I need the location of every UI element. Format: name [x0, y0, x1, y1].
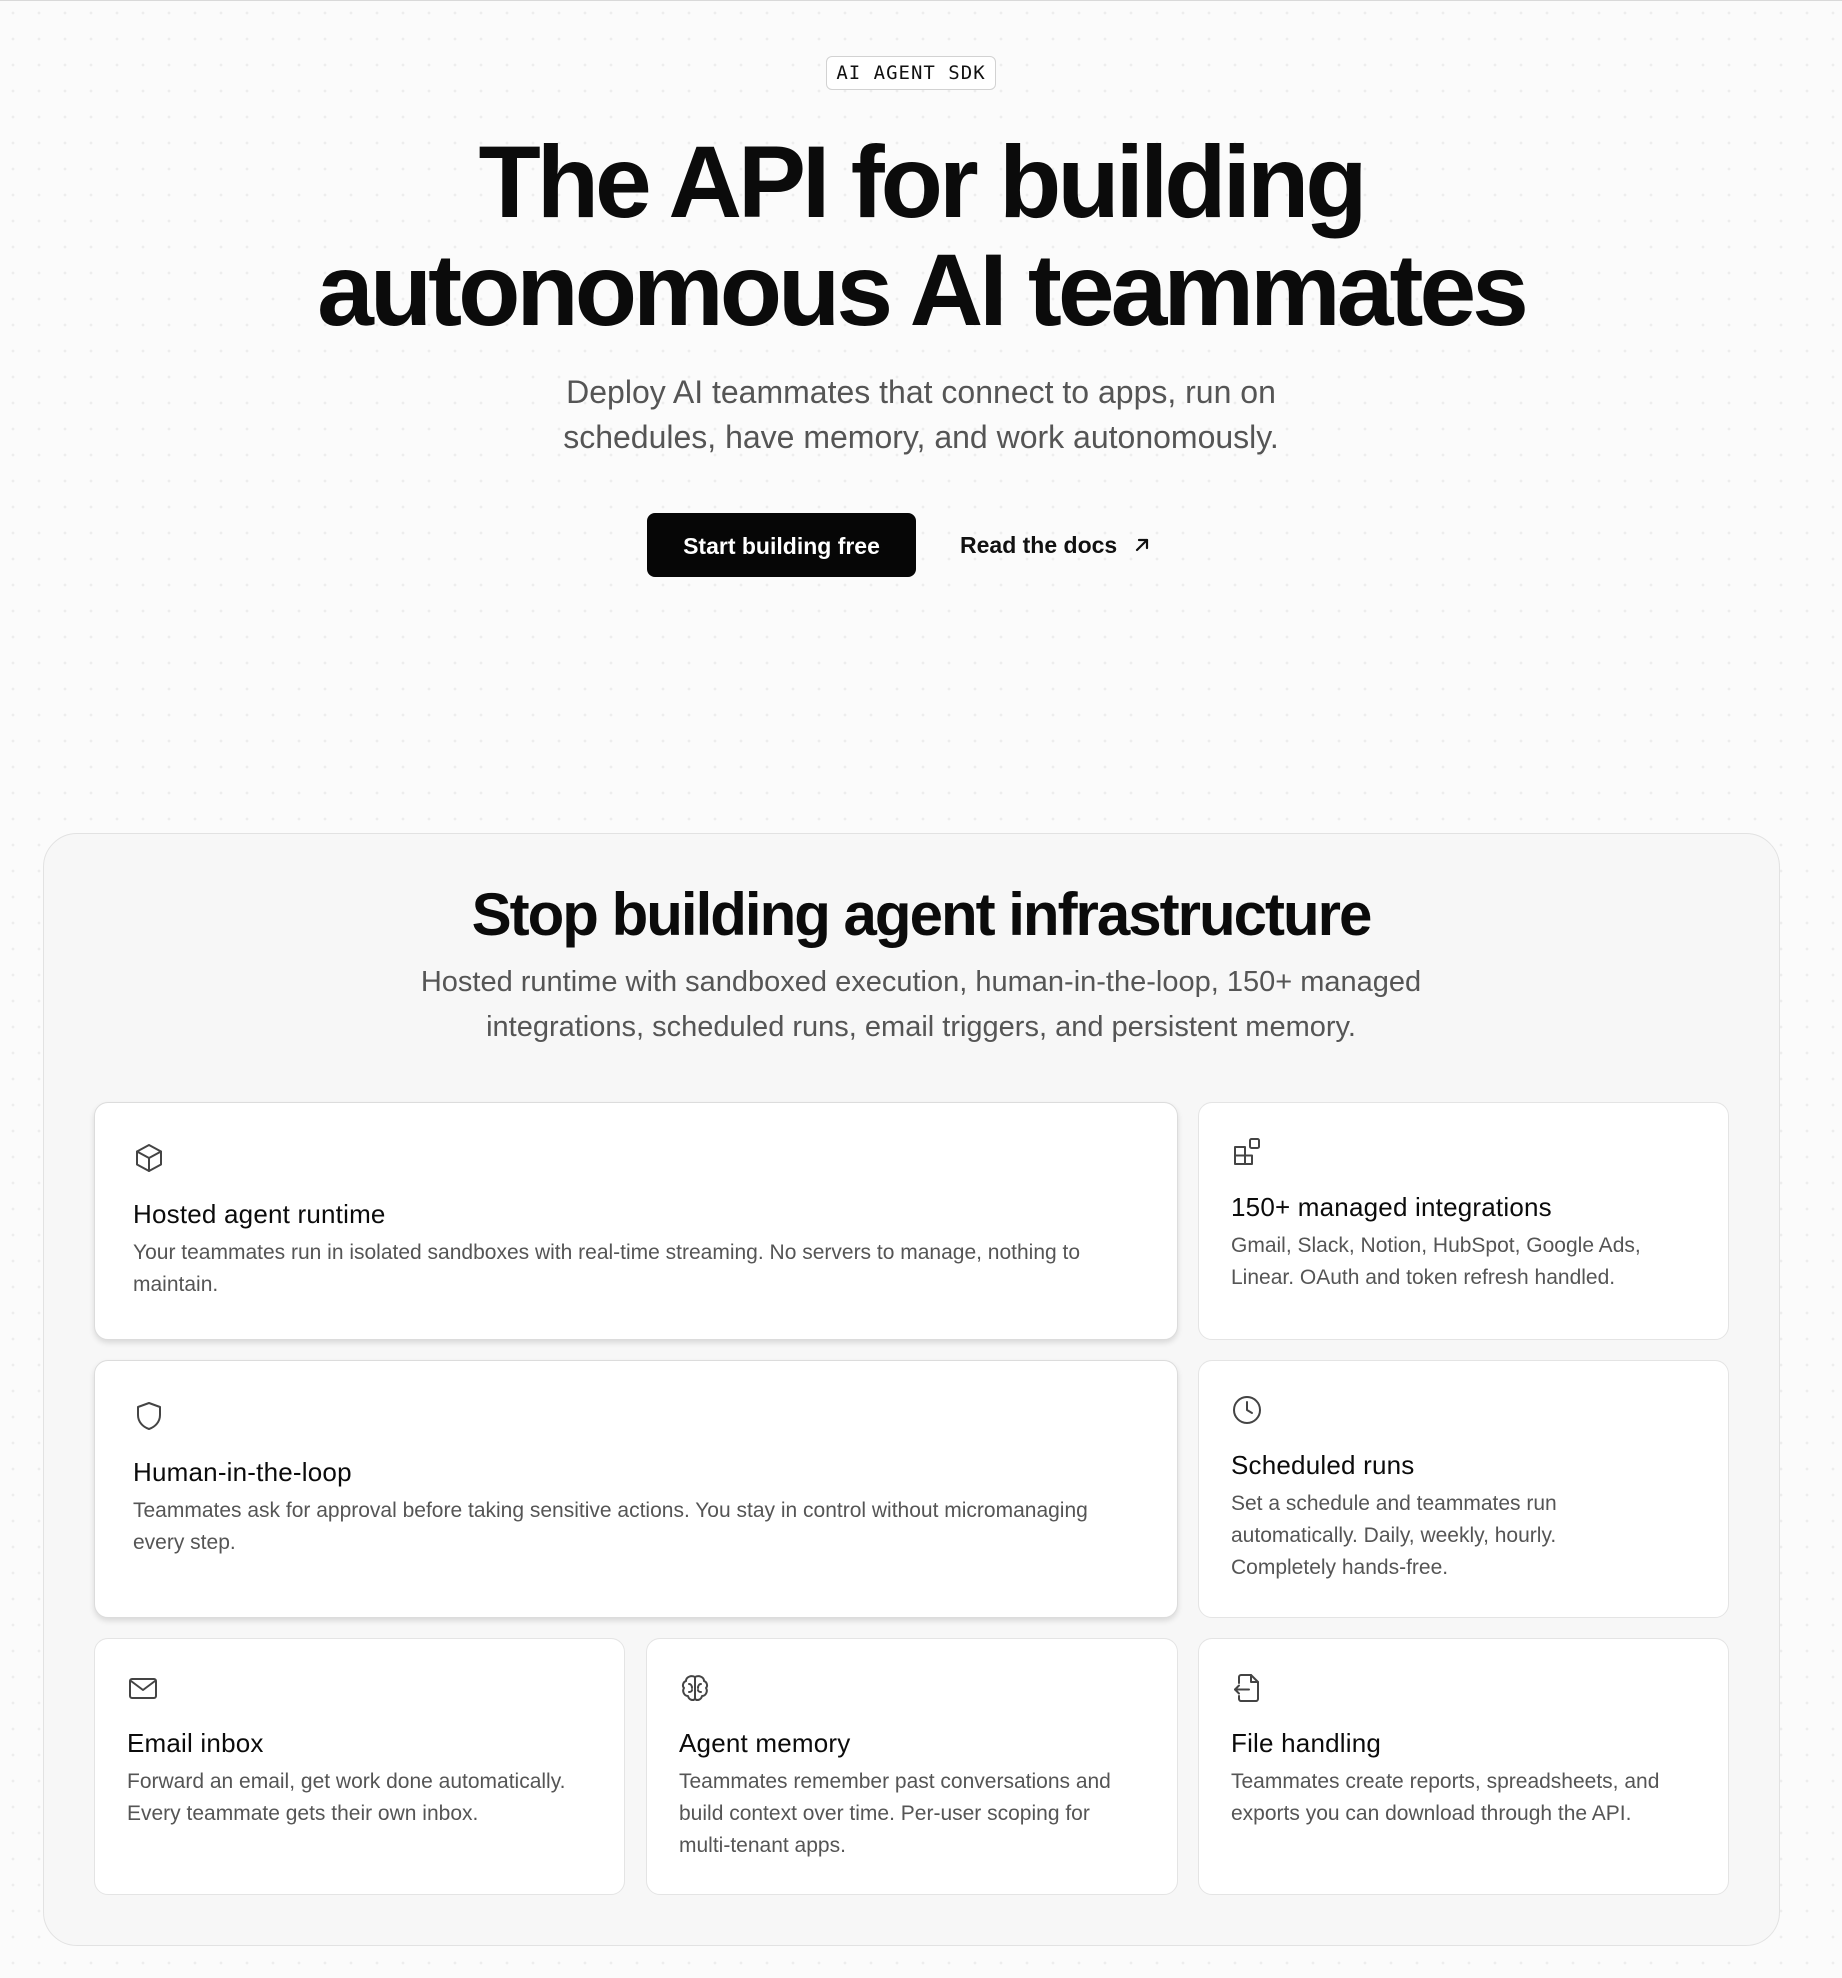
feature-card-title: Hosted agent runtime	[133, 1199, 386, 1229]
feature-card-agent-memory	[646, 1638, 1178, 1895]
hero-subtitle	[471, 370, 1371, 460]
feature-card-title: Agent memory	[679, 1728, 851, 1758]
read-docs-link[interactable]	[960, 513, 1151, 577]
hero-subtitle-line-1: Deploy AI teammates that connect to apps, run on	[566, 374, 1276, 410]
feature-card-human-in-the-loop	[94, 1360, 1178, 1618]
feature-card-title: Human-in-the-loop	[133, 1457, 352, 1487]
feature-card-description: Teammates remember past conversations and build context over time. Per-user scoping for multi-tenant apps.	[679, 1770, 1111, 1857]
feature-card-email-inbox	[94, 1638, 625, 1895]
hero-title	[221, 125, 1621, 347]
feature-card-description: Teammates create reports, spreadsheets, and exports you can download through the API.	[1231, 1770, 1660, 1825]
feature-card-title: 150+ managed integrations	[1231, 1192, 1552, 1222]
feature-card-description: Forward an email, get work done automatically. Every teammate gets their own inbox.	[127, 1770, 566, 1825]
read-docs-label: Read the docs	[960, 531, 1118, 558]
feature-card-file-handling	[1198, 1638, 1729, 1895]
arrow-up-right-icon	[1133, 536, 1151, 554]
brain-icon	[679, 1672, 711, 1704]
feature-card-title: Scheduled runs	[1231, 1450, 1415, 1480]
feature-card-scheduled-runs	[1198, 1360, 1729, 1618]
features-title: Stop building agent infrastructure	[471, 881, 1371, 948]
feature-card-description: Gmail, Slack, Notion, HubSpot, Google Ads, Linear. OAuth and token refresh handled.	[1231, 1234, 1641, 1289]
top-divider	[0, 0, 1842, 1]
features-subtitle	[321, 960, 1521, 1050]
feature-card-description: Your teammates run in isolated sandboxes with real-time streaming. No servers to manage, nothing to maintain.	[133, 1241, 1081, 1296]
features-subtitle-line-2: integrations, scheduled runs, email triggers, and persistent memory.	[486, 1011, 1356, 1043]
feature-card-description: Teammates ask for approval before taking sensitive actions. You stay in control without micromanaging every step.	[133, 1499, 1088, 1554]
feature-card-title: File handling	[1231, 1728, 1382, 1758]
feature-card-hosted-runtime	[94, 1102, 1178, 1340]
feature-card-integrations	[1198, 1102, 1729, 1340]
file-import-icon	[1231, 1672, 1263, 1704]
blocks-icon	[1231, 1136, 1263, 1168]
clock-icon	[1231, 1394, 1263, 1426]
shield-icon	[133, 1400, 165, 1432]
mail-icon	[127, 1672, 159, 1704]
sdk-badge: AI AGENT SDK	[826, 56, 996, 90]
hero-title-line-1: The API for building	[478, 125, 1364, 239]
hero-subtitle-line-2: schedules, have memory, and work autonomously.	[563, 419, 1279, 455]
feature-card-description: Set a schedule and teammates run automatically. Daily, weekly, hourly. Completely hands-free.	[1231, 1492, 1557, 1579]
feature-card-title: Email inbox	[127, 1728, 264, 1758]
hero-title-line-2: autonomous AI teammates	[317, 233, 1525, 347]
features-subtitle-line-1: Hosted runtime with sandboxed execution, human-in-the-loop, 150+ managed	[420, 966, 1422, 998]
start-building-button[interactable]: Start building free	[647, 513, 916, 577]
cube-icon	[133, 1142, 165, 1174]
